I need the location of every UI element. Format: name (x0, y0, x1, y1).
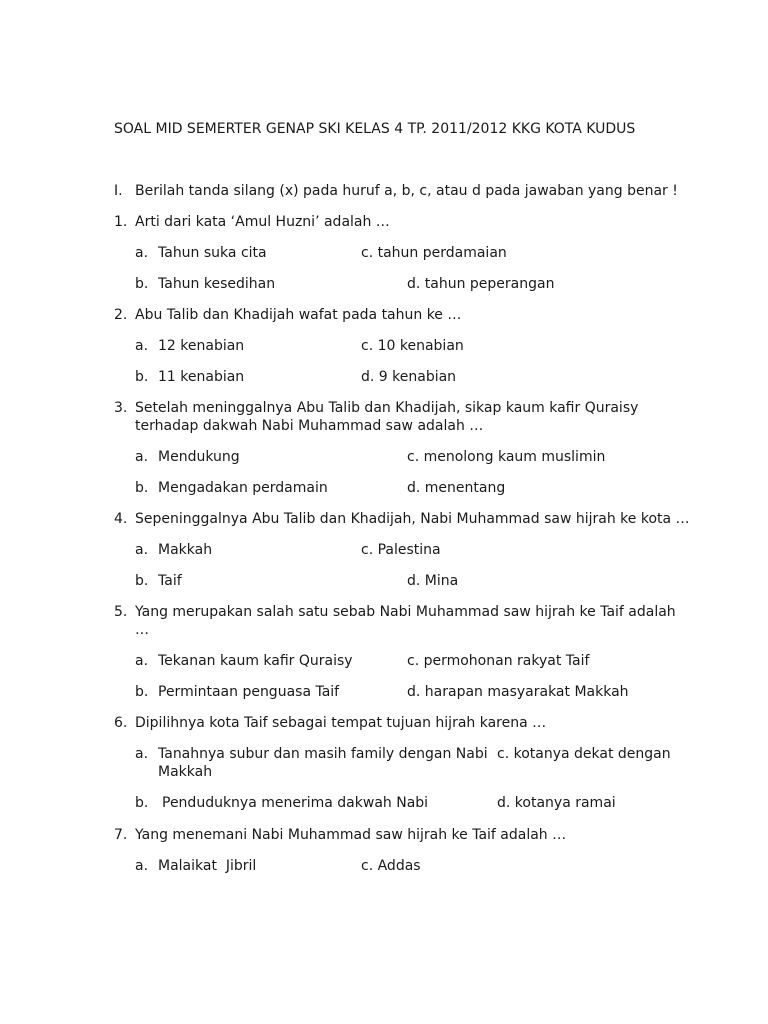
option-text: c. Palestina (361, 542, 441, 558)
question-text: Yang menemani Nabi Muhammad saw hijrah ke Taif adalah … (135, 827, 567, 843)
section-numeral: I. (114, 183, 123, 199)
option-text: c. tahun perdamaian (361, 245, 507, 261)
option-text: d. harapan masyarakat Makkah (407, 684, 629, 700)
option-text: c. Addas (361, 858, 421, 874)
question-number: 2. (114, 307, 128, 323)
question-text: terhadap dakwah Nabi Muhammad saw adalah … (135, 418, 484, 434)
question-number: 4. (114, 511, 128, 527)
option-letter: b. (135, 369, 149, 385)
option-letter: b. (135, 276, 149, 292)
option-text: c. permohonan rakyat Taif (407, 653, 590, 669)
question-text: Yang merupakan salah satu sebab Nabi Muhammad saw hijrah ke Taif adalah (135, 604, 676, 620)
option-text: d. tahun peperangan (407, 276, 555, 292)
option-text: Penduduknya menerima dakwah Nabi (162, 795, 429, 811)
section-instruction: Berilah tanda silang (x) pada huruf a, b, c, atau d pada jawaban yang benar ! (135, 183, 678, 199)
option-letter: a. (135, 449, 149, 465)
question-text: Arti dari kata ‘Amul Huzni’ adalah … (135, 214, 390, 230)
option-text: Tekanan kaum kafir Quraisy (158, 653, 353, 669)
question-text: Sepeninggalnya Abu Talib dan Khadijah, Nabi Muhammad saw hijrah ke kota … (135, 511, 690, 527)
question-number: 5. (114, 604, 128, 620)
option-text-continued: Makkah (158, 764, 213, 780)
option-text: Mendukung (158, 449, 240, 465)
option-text: Taif (158, 573, 182, 589)
option-letter: a. (135, 542, 149, 558)
option-text: Tanahnya subur dan masih family dengan Nabi (158, 746, 488, 762)
option-text: Malaikat Jibril (158, 858, 257, 874)
question-number: 3. (114, 400, 128, 416)
option-text: c. menolong kaum muslimin (407, 449, 606, 465)
question-text: Setelah meninggalnya Abu Talib dan Khadijah, sikap kaum kafir Quraisy (135, 400, 639, 416)
option-text: d. kotanya ramai (497, 795, 616, 811)
option-letter: b. (135, 480, 149, 496)
option-text: c. 10 kenabian (361, 338, 464, 354)
option-text: d. 9 kenabian (361, 369, 457, 385)
option-letter: a. (135, 338, 149, 354)
option-letter: a. (135, 245, 149, 261)
option-text: Permintaan penguasa Taif (158, 684, 340, 700)
document-title: SOAL MID SEMERTER GENAP SKI KELAS 4 TP. 2011/2012 KKG KOTA KUDUS (114, 121, 636, 137)
option-text: Tahun suka cita (158, 245, 267, 261)
option-text: d. Mina (407, 573, 459, 589)
question-text: … (135, 622, 149, 638)
option-letter: a. (135, 653, 149, 669)
option-text: Makkah (158, 542, 213, 558)
option-text: 11 kenabian (158, 369, 245, 385)
option-letter: b. (135, 573, 149, 589)
question-text: Abu Talib dan Khadijah wafat pada tahun ke … (135, 307, 462, 323)
question-number: 7. (114, 827, 128, 843)
option-letter: b. (135, 795, 149, 811)
option-text: Tahun kesedihan (158, 276, 276, 292)
option-letter: b. (135, 684, 149, 700)
question-number: 1. (114, 214, 128, 230)
question-number: 6. (114, 715, 128, 731)
option-text: Mengadakan perdamain (158, 480, 328, 496)
option-text: c. kotanya dekat dengan (497, 746, 671, 762)
option-letter: a. (135, 746, 149, 762)
option-text: d. menentang (407, 480, 506, 496)
option-letter: a. (135, 858, 149, 874)
option-text: 12 kenabian (158, 338, 245, 354)
question-text: Dipilihnya kota Taif sebagai tempat tujuan hijrah karena … (135, 715, 547, 731)
